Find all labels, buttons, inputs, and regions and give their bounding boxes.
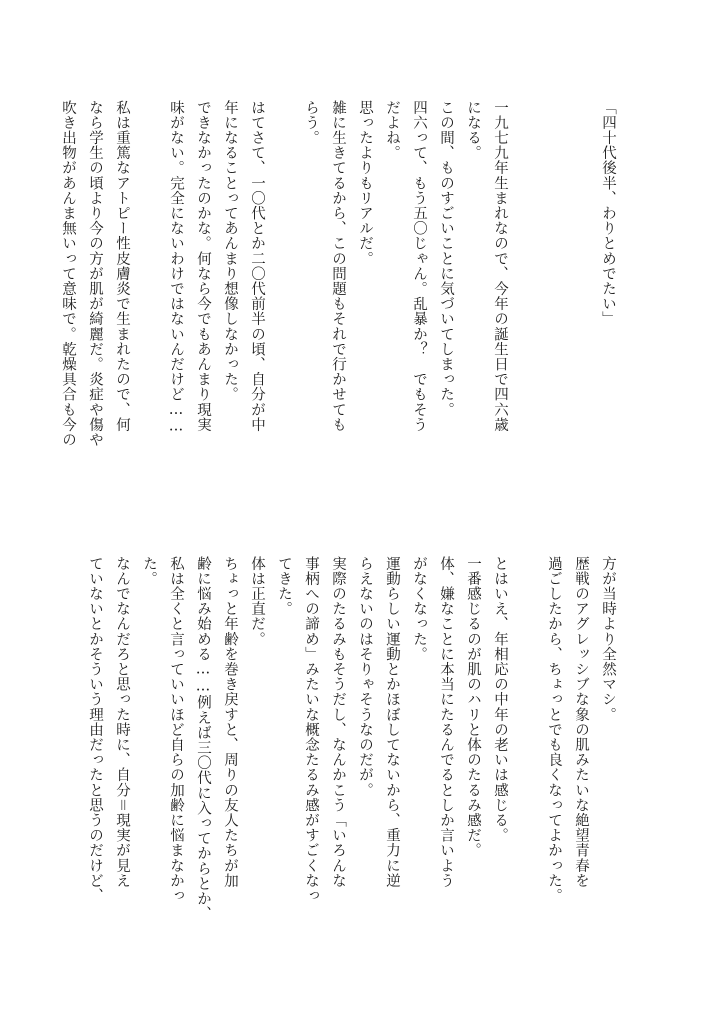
upper-line-14: 年になることってあんまり想像しなかった。 [222, 100, 238, 402]
lower-line-8: 体、嫌なことに本当にたるんでるとしか言いよう [438, 556, 454, 889]
lower-line-1: 方が当時より全然マシ。 [600, 556, 616, 723]
upper-line-20: 吹き出物があんま無いって意味で。乾燥具合も今の [60, 100, 76, 448]
lower-line-2: 歴戦のアグレッシブな象の肌みたいな絶望青春を [573, 556, 589, 889]
upper-line-1: 「四十代後半、わりとめでたい」 [600, 100, 616, 327]
lower-line-19: 私は全くと言っていいほど自らの加齢に悩まなかっ [168, 556, 184, 904]
lower-line-7: 一番感じるのが肌のハリと体のたるみ感だ。 [465, 556, 481, 858]
upper-line-15: できなかったのかな。何なら今でもあんまり現実 [195, 100, 211, 433]
lower-line-3: 過ごしたから、ちょっとでも良くなってよかった。 [546, 556, 562, 904]
upper-line-10: 雑に生きてるから、この問題もそれで行かせても [330, 100, 346, 433]
lower-line-14: てきた。 [276, 556, 292, 617]
upper-line-9: 思ったよりもリアルだ。 [357, 100, 373, 267]
lower-line-18: 齢に悩み始める……例えば三〇代に入ってからとか、 [195, 556, 211, 922]
upper-line-19: なら学生の頃より今の方が肌が綺麗だ。炎症や傷や [87, 100, 103, 448]
upper-line-16: 味がない。完全にないわけではないんだけど…… [168, 100, 184, 436]
upper-line-7: 四六って、もう五〇じゃん。乱暴か？ でもそう [411, 100, 427, 433]
upper-line-5: になる。 [465, 100, 481, 161]
lower-line-22: ていないとかそういう理由だったと思うのだけど、 [87, 556, 103, 904]
lower-line-15: 体は正直だ。 [249, 556, 265, 647]
upper-line-4: 一九七九年生まれなので、今年の誕生日で四六歳 [492, 100, 508, 433]
lower-line-13: 事柄への諦め」みたいな概念たるみ感がすごくなっ [303, 556, 319, 904]
upper-line-18: 私は重篤なアトピー性皮膚炎で生まれたので、何 [114, 100, 130, 433]
lower-line-6: とはいえ、年相応の中年の老いは感じる。 [492, 556, 508, 843]
upper-line-6: この間、ものすごいことに気づいてしまった。 [438, 100, 454, 418]
upper-line-11: らう。 [303, 100, 319, 146]
lower-line-12: 実際のたるみもそうだし、なんかこう「いろんな [330, 556, 346, 889]
lower-line-9: がなくなった。 [411, 556, 427, 662]
lower-line-10: 運動らしい運動とかほぼしてないから、重力に逆 [384, 556, 400, 889]
lower-line-21: なんでなんだろと思った時に、自分＝現実が見え [114, 556, 130, 889]
lower-line-20: た。 [141, 556, 157, 587]
upper-line-8: だよね。 [384, 100, 400, 161]
lower-line-11: らえないのはそりゃそうなのだが。 [357, 556, 373, 798]
upper-line-13: はてさて、一〇代とか二〇代前半の頃、自分が中 [249, 100, 265, 433]
lower-line-17: ちょっと年齢を巻き戻すと、周りの友人たちが加 [222, 556, 238, 889]
